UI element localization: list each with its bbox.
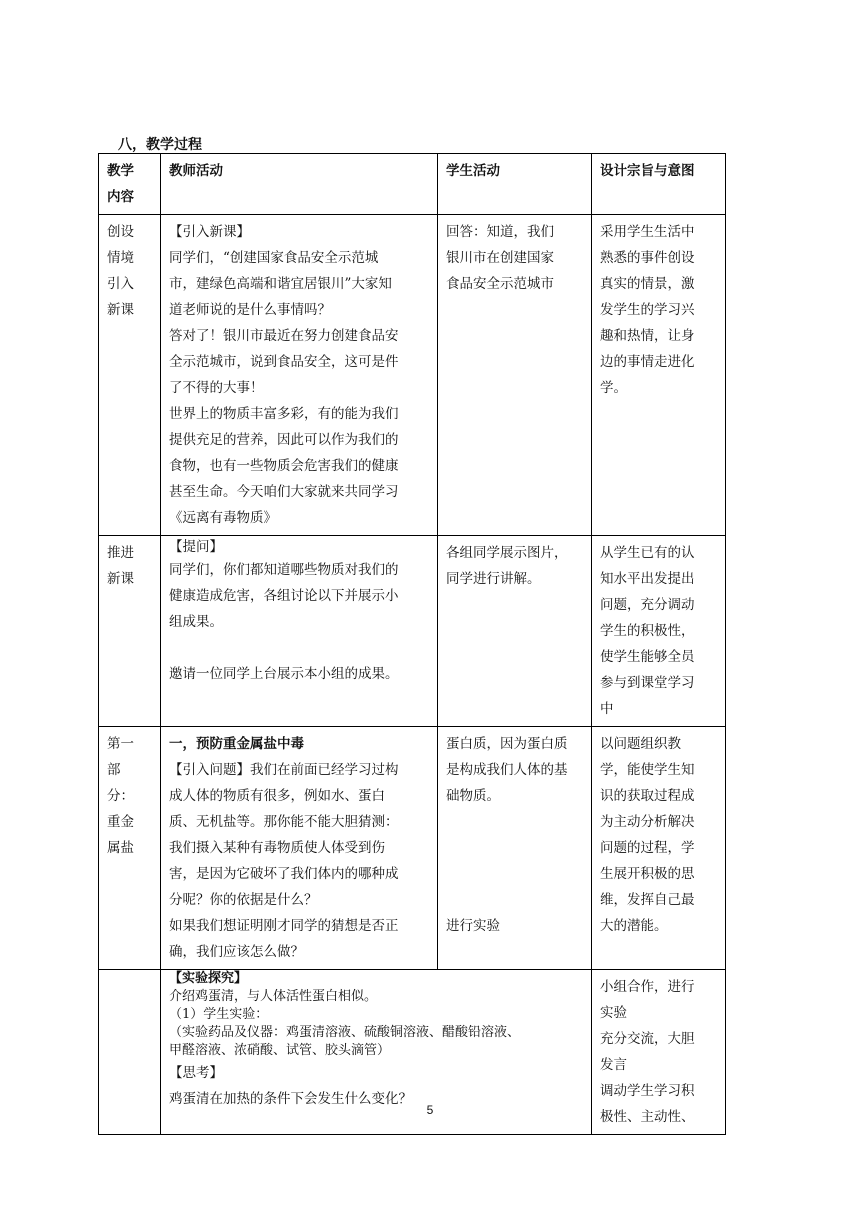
cell-line: 《远离有毒物质》	[169, 510, 277, 526]
cell-line: 发学生的学习兴	[600, 302, 695, 318]
cell-line: 边的事情走进化	[600, 354, 695, 370]
row2-teacher	[161, 536, 438, 727]
cell-line: 调动学生学习积	[600, 1083, 695, 1099]
row3-content	[99, 727, 161, 970]
cell-line: 银川市在创建国家	[446, 250, 554, 266]
cell-line: 【引入问题】我们在前面已经学习过构	[169, 762, 399, 778]
cell-line: 学，能使学生知	[600, 762, 695, 778]
row1-purpose	[592, 215, 726, 536]
cell-line: 引入	[107, 276, 134, 292]
cell-line: 分：	[107, 788, 134, 804]
row2-purpose	[592, 536, 726, 727]
cell-line: 知水平出发提出	[600, 571, 695, 587]
cell-line: 回答：知道，我们	[446, 224, 554, 240]
cell-line: 【引入新课】	[169, 224, 250, 240]
cell-line: 实验	[600, 1005, 627, 1021]
cell-line: 发言	[600, 1057, 627, 1073]
cell-line: 学生的积极性，	[600, 623, 695, 639]
cell-line: 从学生已有的认	[600, 545, 695, 561]
section-title: 八，教学过程	[118, 137, 202, 153]
cell-line: 确，我们应该怎么做？	[169, 944, 304, 960]
cell-line: 推进	[107, 545, 134, 561]
cell-line: 新课	[107, 302, 134, 318]
cell-line: （实验药品及仪器：鸡蛋清溶液、硫酸铜溶液、醋酸铅溶液、	[169, 1025, 521, 1040]
row1-teacher	[161, 215, 438, 536]
cell-line: 如果我们想证明刚才同学的猜想是否正	[169, 918, 399, 934]
cell-line: 成人体的物质有很多，例如水、蛋白	[169, 788, 385, 804]
cell-line: 组成果。	[169, 614, 223, 630]
row2-content	[99, 536, 161, 727]
cell-line: 中	[600, 701, 614, 717]
cell-line: 害，是因为它破坏了我们体内的哪种成	[169, 866, 399, 882]
cell-line: 属盐	[107, 840, 134, 856]
blank-line	[169, 635, 431, 661]
cell-line: 质、无机盐等。那你能不能大胆猜测：	[169, 814, 399, 830]
row3-teacher	[161, 727, 438, 970]
cell-heading: 一，预防重金属盐中毒	[169, 736, 304, 752]
cell-line: 第一	[107, 736, 134, 752]
cell-line: 极性、主动性、	[600, 1109, 695, 1125]
cell-line: 答对了！银川市最近在努力创建食品安	[169, 328, 399, 344]
cell-line: 真实的情景，激	[600, 276, 695, 292]
cell-line: 甚至生命。今天咱们大家就来共同学习	[169, 484, 399, 500]
cell-line: 参与到课堂学习	[600, 675, 695, 691]
blank-line	[446, 809, 585, 835]
cell-line: 提供充足的营养，因此可以作为我们的	[169, 432, 399, 448]
cell-line: 学。	[600, 380, 627, 396]
cell-line: 趣和热情，让身	[600, 328, 695, 344]
cell-line: 食品安全示范城市	[446, 276, 554, 292]
cell-line: 邀请一位同学上台展示本小组的成果。	[169, 666, 399, 682]
cell-line: 小组合作，进行	[600, 979, 695, 995]
cell-line: 识的获取过程成	[600, 788, 695, 804]
cell-line: 全示范城市，说到食品安全，这可是件	[169, 354, 399, 370]
cell-line: 我们摄入某种有毒物质使人体受到伤	[169, 840, 385, 856]
header-content	[99, 154, 161, 215]
header-content-line: 教学	[107, 163, 134, 179]
cell-line: 维，发挥自己最	[600, 892, 695, 908]
cell-line: 生展开积极的思	[600, 866, 695, 882]
blank-line	[446, 887, 585, 913]
table-row	[99, 215, 726, 536]
cell-line: 鸡蛋清在加热的条件下会发生什么变化？	[169, 1091, 412, 1107]
header-content-line: 内容	[107, 189, 134, 205]
cell-line: 道老师说的是什么事情吗？	[169, 302, 331, 318]
cell-line: 以问题组织教	[600, 736, 681, 752]
table-row	[99, 536, 726, 727]
page-number: 5	[426, 1103, 434, 1117]
cell-heading: 【实验探究】	[169, 971, 248, 986]
cell-line: 各组同学展示图片，	[446, 545, 568, 561]
header-teacher: 教师活动	[161, 154, 438, 215]
cell-line: 础物质。	[446, 788, 500, 804]
cell-line: 市，建绿色高端和谐宜居银川”大家知	[169, 276, 392, 292]
cell-line: 采用学生生活中	[600, 224, 695, 240]
cell-line: 【思考】	[169, 1065, 223, 1081]
cell-line: 进行实验	[446, 918, 500, 934]
cell-line: （1）学生实验：	[169, 1007, 269, 1022]
blank-line	[446, 835, 585, 861]
cell-line: 甲醛溶液、浓硝酸、试管、胶头滴管）	[169, 1043, 391, 1058]
cell-line: 食物，也有一些物质会危害我们的健康	[169, 458, 399, 474]
table-header-row	[99, 154, 726, 215]
cell-line: 同学们，“创建国家食品安全示范城	[169, 250, 379, 266]
cell-line: 蛋白质，因为蛋白质	[446, 736, 568, 752]
cell-line: 重金	[107, 814, 134, 830]
row1-student	[438, 215, 592, 536]
cell-line: 使学生能够全员	[600, 649, 695, 665]
cell-line: 问题，充分调动	[600, 597, 695, 613]
cell-line: 充分交流，大胆	[600, 1031, 695, 1047]
cell-line: 创设	[107, 224, 134, 240]
cell-line: 健康造成危害，各组讨论以下并展示小	[169, 588, 399, 604]
row3-student	[438, 727, 592, 970]
table-row	[99, 727, 726, 970]
cell-line: 了不得的大事！	[169, 380, 264, 396]
cell-line: 同学进行讲解。	[446, 571, 541, 587]
teaching-process-table	[98, 153, 726, 1135]
header-purpose: 设计宗旨与意图	[592, 154, 726, 215]
cell-line: 新课	[107, 571, 134, 587]
cell-line: 情境	[107, 250, 134, 266]
row3-purpose	[592, 727, 726, 970]
cell-line: 部	[107, 762, 121, 778]
cell-line: 问题的过程，学	[600, 840, 695, 856]
cell-line: 熟悉的事件创设	[600, 250, 695, 266]
cell-line: 为主动分析解决	[600, 814, 695, 830]
cell-line: 分呢？你的依据是什么？	[169, 892, 318, 908]
cell-line: 是构成我们人体的基	[446, 762, 568, 778]
header-student: 学生活动	[438, 154, 592, 215]
cell-line: 介绍鸡蛋清，与人体活性蛋白相似。	[169, 989, 378, 1004]
row1-content	[99, 215, 161, 536]
cell-line: 【提问】	[169, 539, 223, 555]
blank-line	[446, 861, 585, 887]
cell-line: 同学们，你们都知道哪些物质对我们的	[169, 562, 399, 578]
cell-line: 大的潜能。	[600, 918, 668, 934]
row2-student	[438, 536, 592, 727]
cell-line: 世界上的物质丰富多彩，有的能为我们	[169, 406, 399, 422]
